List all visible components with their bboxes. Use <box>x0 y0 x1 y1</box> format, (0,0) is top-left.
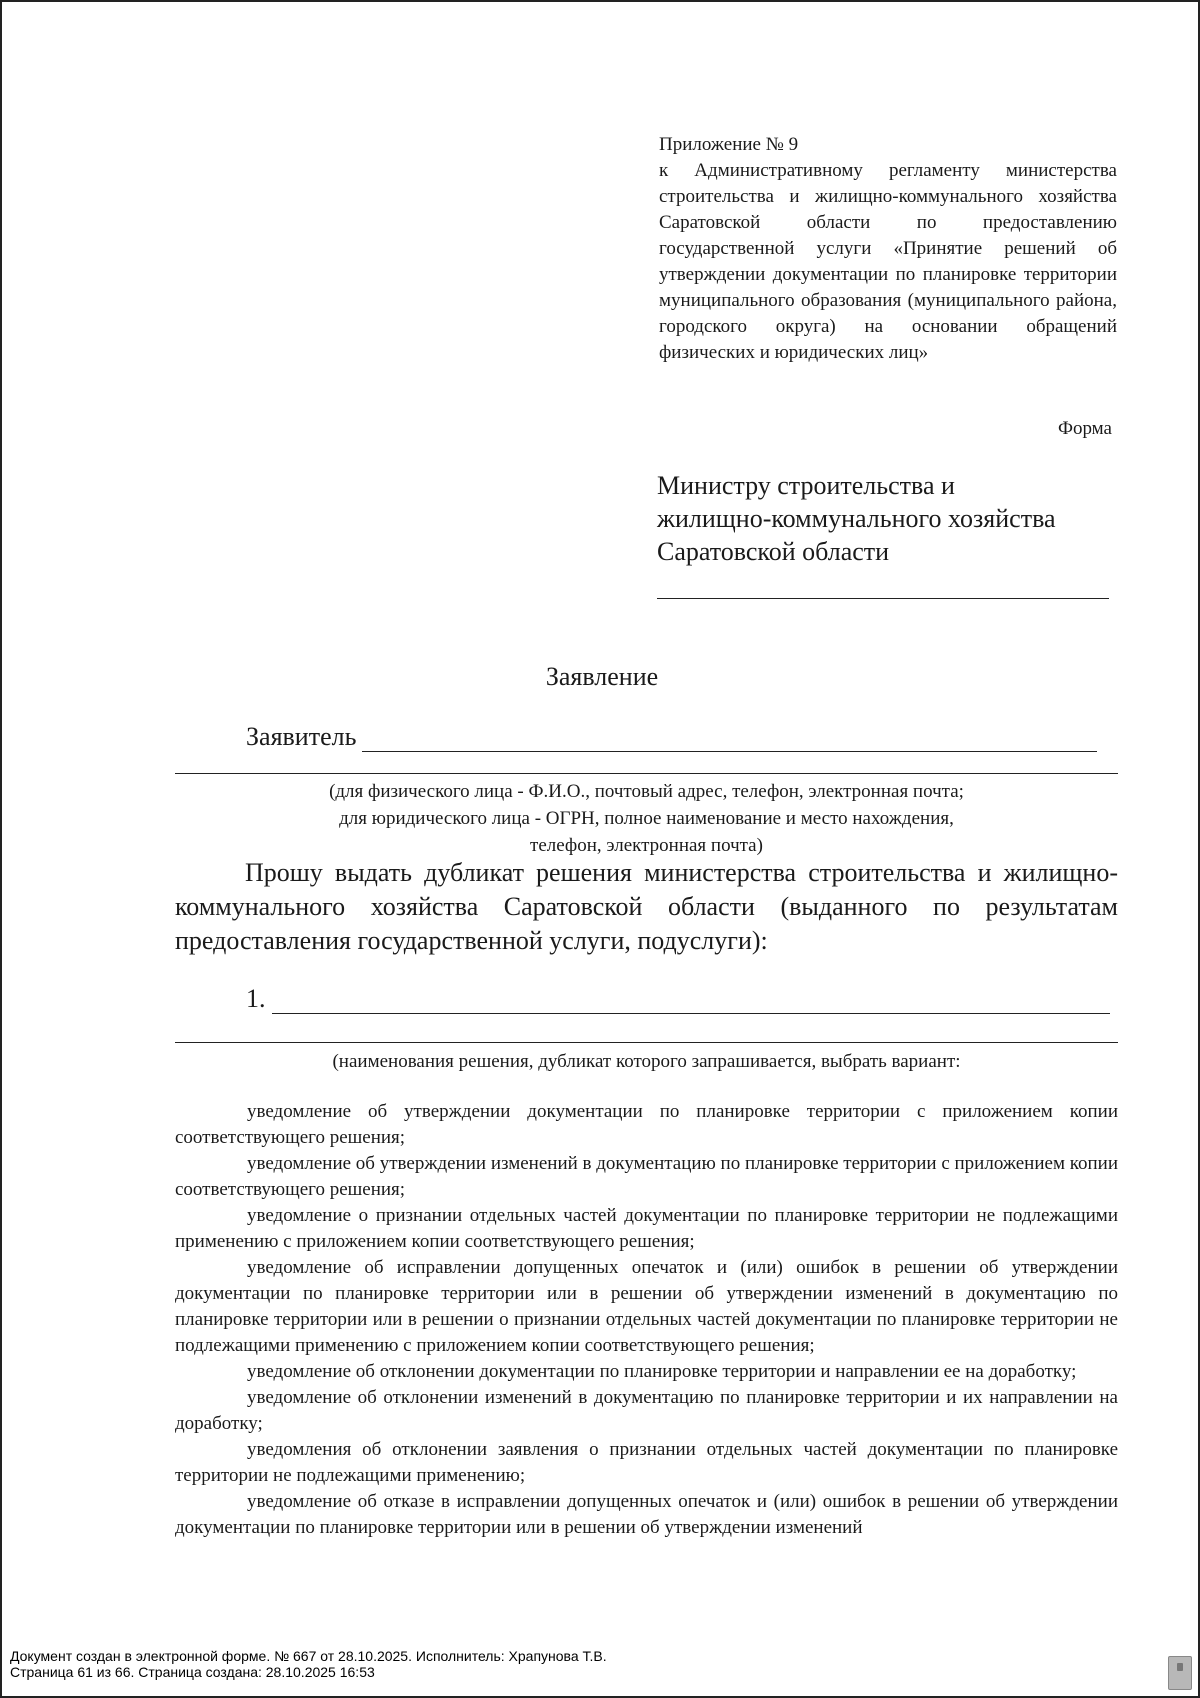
decision-item-row <box>246 984 1110 1014</box>
addressee-line-1: Министру строительства и <box>657 471 955 500</box>
form-label: Форма <box>1057 418 1112 439</box>
crest-shape <box>1177 1663 1183 1671</box>
option-item: уведомление о признании отдельных частей документации по планировке территории не подлежащими применению с приложением копии соответствующего решения; <box>175 1205 1118 1252</box>
option-item: уведомление об отклонении документации по планировке территории и направлении ее на доработку; <box>247 1361 1077 1382</box>
appendix-title: Приложение № 9 <box>659 134 799 155</box>
applicant-label: Заявитель <box>246 722 357 751</box>
applicant-hint <box>175 778 1118 859</box>
applicant-blank-line-2 <box>175 773 1118 774</box>
footer-line-1: Документ создан в электронной форме. № 667 от 28.10.2025. Исполнитель: Храпунова Т.В. <box>10 1648 607 1664</box>
addressee-block <box>657 469 1127 599</box>
request-paragraph: Прошу выдать дубликат решения министерства строительства и жилищно-коммунального хозяйства Саратовской области (выданного по результатам предоставления государственной услуги, подуслуги): <box>175 858 1118 955</box>
addressee-line-2: жилищно-коммунального хозяйства <box>657 504 1056 533</box>
item-number: 1. <box>246 984 266 1013</box>
footer-stamp <box>10 1648 607 1680</box>
applicant-blank-field <box>362 725 1097 752</box>
appendix-text: к Административному регламенту министерства строительства и жилищно-коммунального хозяйства Саратовской области по предоставлению государственной услуги «Принятие решений об утверждении документации по планировке территории муниципального образования (муниципального района, городского округа) на основании обращений физических и юридических лиц» <box>659 160 1117 363</box>
document-heading: Заявление <box>545 662 659 691</box>
option-item: уведомление об утверждении изменений в документацию по планировке территории с приложением копии соответствующего решения; <box>175 1153 1118 1200</box>
decision-hint: (наименования решения, дубликат которого запрашивается, выбрать вариант: <box>332 1051 961 1072</box>
applicant-hint-line-2: для юридического лица - ОГРН, полное наименование и место нахождения, <box>339 808 954 829</box>
option-item: уведомление об утверждении документации по планировке территории с приложением копии соответствующего решения; <box>175 1101 1118 1148</box>
footer-line-2: Страница 61 из 66. Страница создана: 28.10.2025 16:53 <box>10 1664 375 1680</box>
option-item: уведомление об отклонении изменений в документацию по планировке территории и их направлении на доработку; <box>175 1387 1118 1434</box>
applicant-hint-line-1: (для физического лица - Ф.И.О., почтовый адрес, телефон, электронная почта; <box>329 781 964 802</box>
option-item: уведомления об отклонении заявления о признании отдельных частей документации по планировке территории не подлежащими применению; <box>175 1439 1118 1486</box>
addressee-blank-line <box>657 568 1109 599</box>
appendix-block <box>659 132 1117 366</box>
addressee-line-3: Саратовской области <box>657 537 890 566</box>
options-list <box>175 1099 1118 1541</box>
applicant-row <box>246 722 1097 752</box>
applicant-hint-line-3: телефон, электронная почта) <box>530 835 763 856</box>
coat-of-arms-icon <box>1168 1656 1192 1690</box>
option-item: уведомление об отказе в исправлении допущенных опечаток и (или) ошибок в решении об утверждении документации по планировке территории или в решении об утверждении изменений <box>175 1491 1118 1538</box>
option-item: уведомление об исправлении допущенных опечаток и (или) ошибок в решении об утверждении документации по планировке территории или в решении об утверждении изменений в документацию по планировке территории или в решении о признании отдельных частей документации по планировке территории не подлежащими применению с приложением копии соответствующего решения; <box>175 1257 1118 1356</box>
decision-blank-field <box>272 987 1110 1014</box>
decision-blank-line-2 <box>175 1042 1118 1043</box>
